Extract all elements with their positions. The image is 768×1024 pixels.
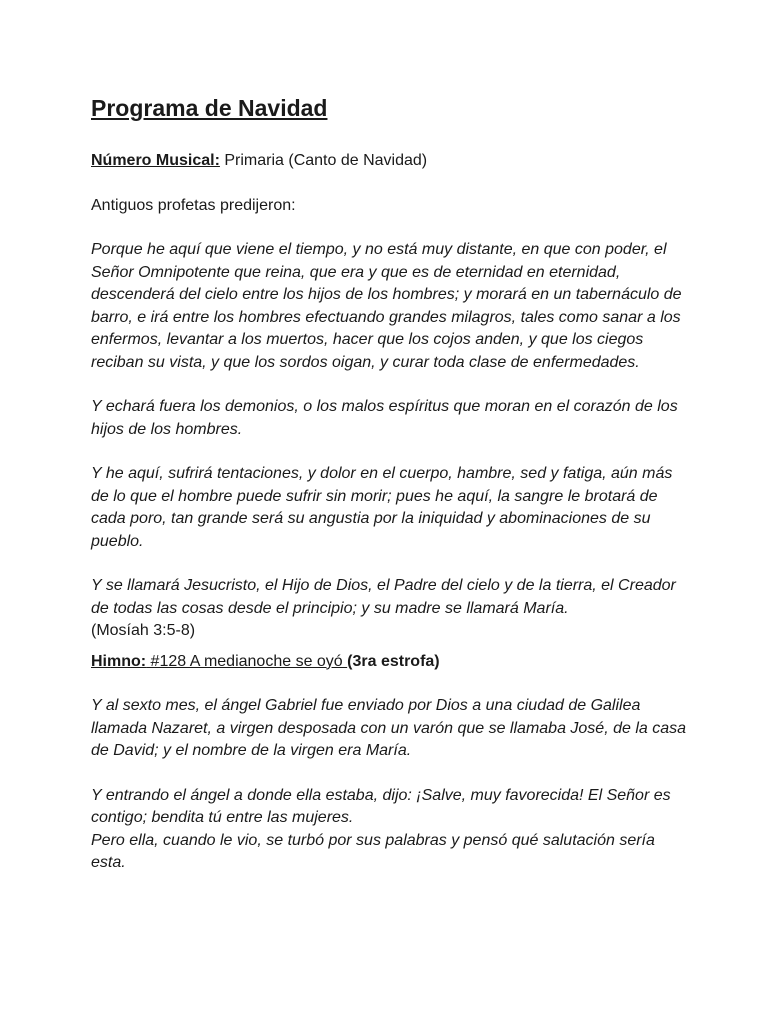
hymn-title: #128 A medianoche se oyó [146, 652, 348, 670]
scripture-paragraph: Y entrando el ángel a donde ella estaba, dijo: ¡Salve, muy favorecida! El Señor es contigo; bendita tú entre las mujeres. [91, 786, 671, 826]
page-title: Programa de Navidad [91, 95, 328, 121]
hymn-note: (3ra estrofa) [347, 652, 440, 670]
hymn-label: Himno: [91, 652, 147, 670]
hymn-line [91, 651, 691, 674]
musical-number-line [91, 150, 691, 173]
scripture-reference: (Mosíah 3:5-8) [91, 622, 196, 639]
scripture-paragraph: Pero ella, cuando le vio, se turbó por sus palabras y pensó qué salutación sería esta. [91, 831, 655, 871]
scripture-paragraph: Y al sexto mes, el ángel Gabriel fue enviado por Dios a una ciudad de Galilea llamada Nazaret, a virgen desposada con un varón que se llamaba José, de la casa de David; y el nombre de la virgen era María. [91, 697, 687, 759]
scripture-paragraph: Porque he aquí que viene el tiempo, y no está muy distante, en que con poder, el Señor Omnipotente que reina, que era y que es de eternidad en eternidad, descenderá del cielo entre los hijos de los hombres; y morará en un tabernáculo de barro, e irá entre los hombres efectuando grandes milagros, tales como sanar a los enfermos, levantar a los muertos, hacer que los cojos anden, y que los ciegos reciban su vista, y que los sordos oigan, y curar toda clase de enfermedades. [91, 241, 682, 371]
scripture-paragraph-with-reference [91, 575, 691, 643]
scripture-text: Y se llamará Jesucristo, el Hijo de Dios, el Padre del cielo y de la tierra, el Creador de todas las cosas desde el principio; y su madre se llamará María. [91, 577, 676, 617]
intro-text: Antiguos profetas predijeron: [91, 196, 296, 214]
scripture-paragraph: Y he aquí, sufrirá tentaciones, y dolor en el cuerpo, hambre, sed y fatiga, aún más de lo que el hombre puede sufrir sin morir; pues he aquí, la sangre le brotará de cada poro, tan grande será su angustia por la iniquidad y abominaciones de su pueblo. [91, 465, 673, 550]
document-page [91, 93, 691, 875]
scripture-paragraph: Y echará fuera los demonios, o los malos espíritus que moran en el corazón de los hijos de los hombres. [91, 398, 678, 438]
musical-number-label: Número Musical: [91, 152, 220, 169]
musical-number-value: Primaria (Canto de Navidad) [219, 152, 428, 169]
